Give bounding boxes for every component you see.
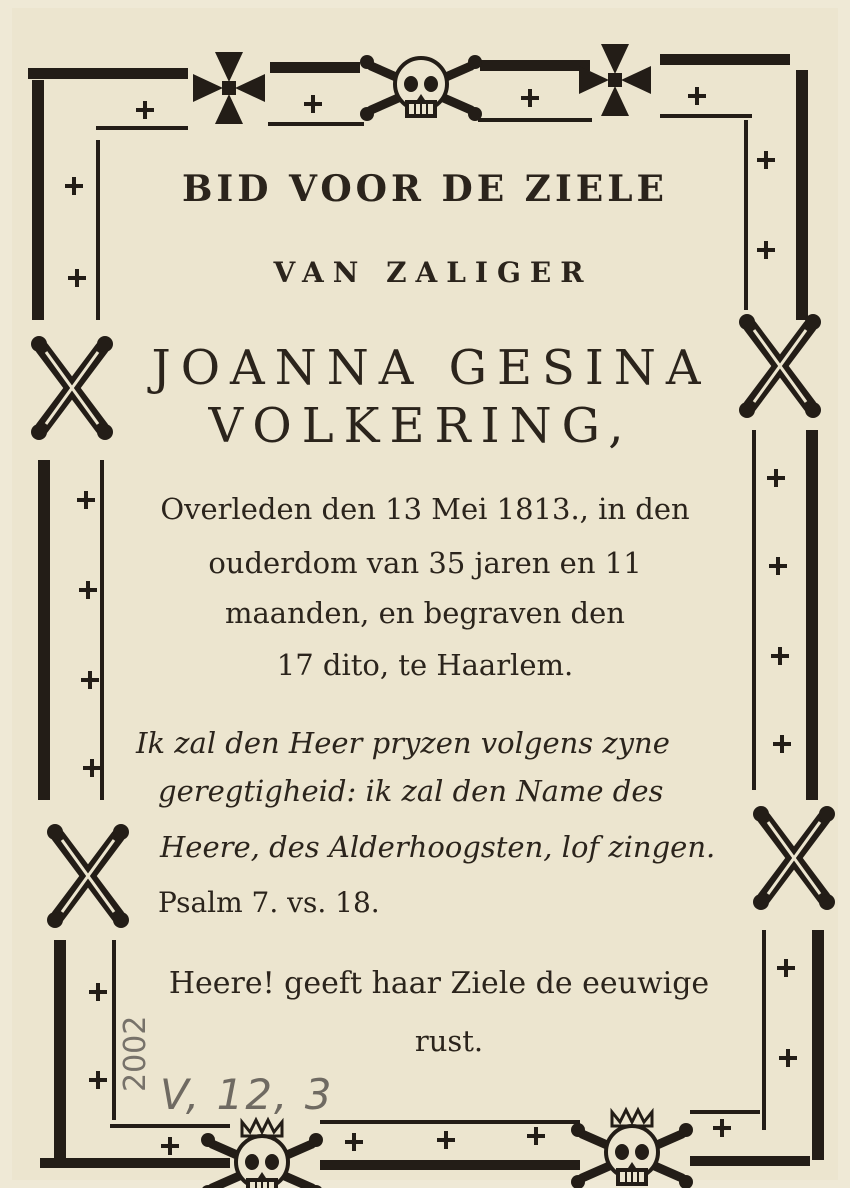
death-details-line: 17 dito, te Haarlem. <box>276 648 574 682</box>
heading-line-2: VAN ZALIGER <box>273 256 593 289</box>
prayer-line-2: rust. <box>414 1024 484 1058</box>
psalm-verse-line: Ik zal den Heer pryzen volgens zyne <box>136 726 670 760</box>
death-details-line: ouderdom van 35 jaren en 11 <box>208 546 642 580</box>
archive-number: 2002 <box>118 1015 153 1092</box>
psalm-verse-line: Heere, des Alderhoogsten, lof zingen. <box>160 830 716 864</box>
deceased-name-line-2: VOLKERING, <box>208 398 634 454</box>
archive-pencil-mark: V, 12, 3 <box>160 1070 334 1119</box>
heading-line-1: BID VOOR DE ZIELE <box>182 168 668 210</box>
death-details-line: maanden, en begraven den <box>225 596 625 630</box>
death-details-line: Overleden den 13 Mei 1813., in den <box>160 492 690 526</box>
prayer-line-1: Heere! geeft haar Ziele de eeuwige <box>168 966 710 1001</box>
psalm-verse-line: geregtigheid: ik zal den Name des <box>158 774 664 808</box>
psalm-reference: Psalm 7. vs. 18. <box>158 886 380 919</box>
deceased-name-line-1: JOANNA GESINA <box>151 340 711 396</box>
